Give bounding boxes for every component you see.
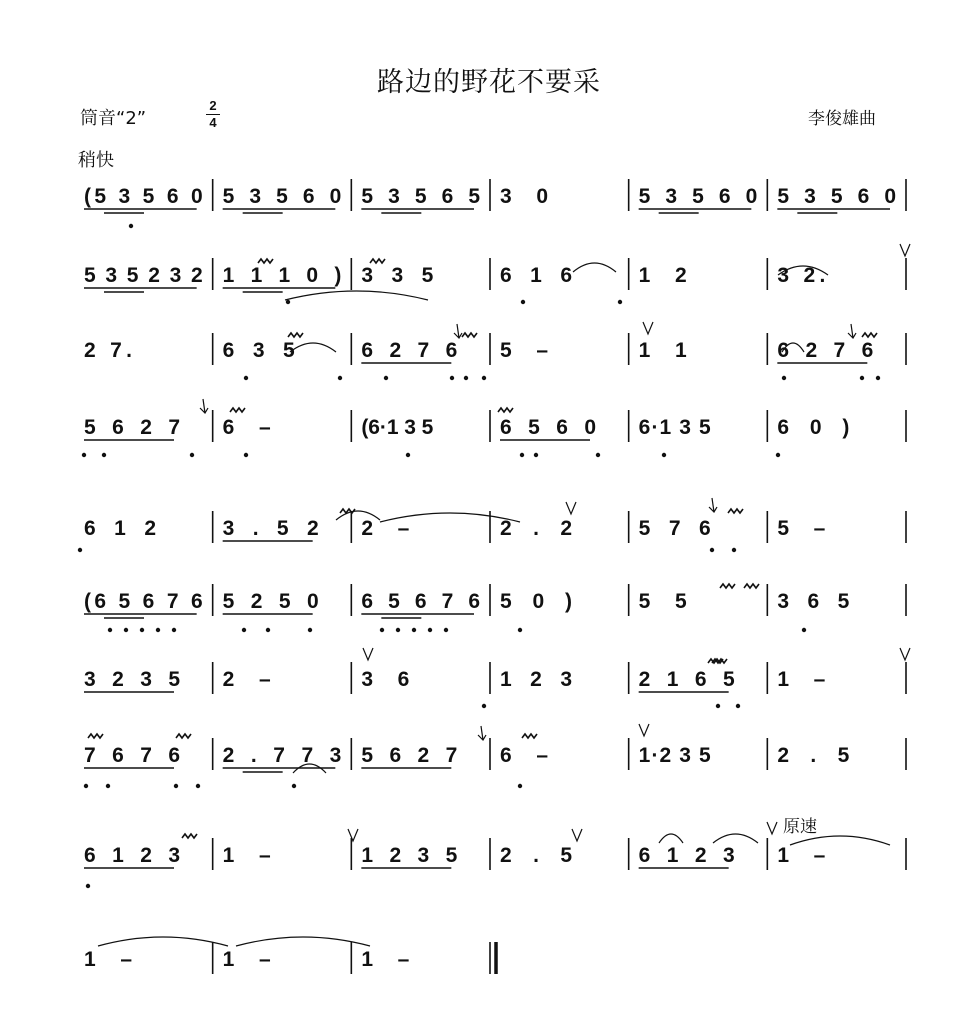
trill-icon: [176, 734, 191, 738]
measure: (5 3 5 6 0: [84, 185, 203, 208]
measure: 7 6 7 6: [84, 744, 180, 767]
measure: 5 3 5 2 3 2: [84, 264, 203, 287]
octave-dot: [444, 628, 448, 632]
measure: 1 –: [84, 948, 132, 971]
octave-dot: [618, 300, 622, 304]
octave-dot: [860, 376, 864, 380]
measure: 6 1 6: [500, 264, 572, 287]
trill-icon: [522, 734, 537, 738]
measure: 2 1 6 5: [638, 668, 735, 691]
score-title: 路边的野花不要采: [377, 67, 601, 98]
octave-dot: [428, 628, 432, 632]
octave-dot: [521, 300, 525, 304]
measure: 5 5: [638, 590, 687, 613]
slur-arc: [336, 511, 380, 520]
octave-dot: [172, 628, 176, 632]
octave-dot: [776, 453, 780, 457]
breath-mark-icon: [348, 829, 358, 841]
trill-icon: [258, 259, 273, 263]
octave-dot: [244, 376, 248, 380]
measure: 6 –: [500, 744, 548, 767]
measure: 5 7 6: [638, 517, 711, 540]
octave-dot: [78, 548, 82, 552]
measure: 2 . 5: [777, 744, 850, 767]
octave-dot: [596, 453, 600, 457]
octave-dot: [82, 453, 86, 457]
breath-mark-icon: [900, 648, 910, 660]
octave-dot: [84, 784, 88, 788]
trill-icon: [498, 408, 513, 412]
trill-icon: [462, 333, 477, 337]
measure: 3 2.: [777, 264, 826, 287]
octave-dot: [518, 784, 522, 788]
trill-icon: [720, 584, 735, 588]
octave-dot: [710, 548, 714, 552]
measure: 1 2 3: [500, 668, 572, 691]
octave-dot: [124, 628, 128, 632]
octave-dot: [244, 453, 248, 457]
measure: 1 2 3 5: [361, 844, 458, 867]
measure: 5 3 5 6 5: [361, 185, 480, 208]
time-signature-denominator: 4: [209, 115, 217, 130]
slur-arc: [713, 834, 758, 843]
measure: (6 5 6 7 6: [84, 590, 203, 613]
key-signature: 筒音“2”: [80, 108, 147, 129]
measure: 3 2 3 5: [84, 668, 180, 691]
trill-icon: [862, 333, 877, 337]
measure: 6 3 5: [222, 339, 295, 362]
octave-dot: [108, 628, 112, 632]
glide-arrow-icon: [454, 324, 462, 338]
trill-icon: [370, 259, 385, 263]
breath-mark-icon: [639, 724, 649, 736]
trill-icon: [288, 333, 303, 337]
measure: 1 –: [222, 844, 271, 867]
octave-dot: [716, 704, 720, 708]
measure: 5 3 5 6 0: [638, 185, 758, 208]
breath-mark-icon: [363, 648, 373, 660]
trill-icon: [728, 509, 743, 513]
slur-arc: [790, 836, 890, 845]
measure: 6 1 2: [84, 517, 156, 540]
measure: 1 –: [777, 668, 826, 691]
octave-dot: [876, 376, 880, 380]
measure: 3 . 5 2: [222, 517, 319, 540]
octave-dot: [86, 884, 90, 888]
slur-arc: [290, 343, 336, 352]
glide-arrow-icon: [848, 324, 856, 338]
measure: 5 3 5 6 0: [222, 185, 342, 208]
slur-arc: [236, 937, 370, 946]
measure: 2 –: [361, 517, 410, 540]
octave-dot: [380, 628, 384, 632]
glide-arrow-icon: [200, 399, 208, 413]
octave-dot: [482, 704, 486, 708]
octave-dot: [286, 300, 290, 304]
octave-dot: [450, 376, 454, 380]
measure: 2 . 7 7 3: [222, 744, 342, 767]
octave-dot: [196, 784, 200, 788]
measure: 5 6 2 7: [84, 416, 180, 439]
measure: 6 1 2 3: [84, 844, 180, 867]
octave-dot: [518, 628, 522, 632]
trill-icon: [88, 734, 103, 738]
measure: 6 1 2 3: [638, 844, 735, 867]
octave-dot: [782, 376, 786, 380]
octave-dot: [190, 453, 194, 457]
measure: 6·1 3 5: [638, 416, 711, 439]
measure: 5 –: [500, 339, 548, 362]
octave-dot: [292, 784, 296, 788]
breath-mark-icon: [900, 244, 910, 256]
octave-dot: [482, 376, 486, 380]
breath-mark-icon: [566, 502, 576, 514]
octave-dot: [534, 453, 538, 457]
trill-icon: [744, 584, 759, 588]
slur-arc: [573, 263, 616, 272]
octave-dot: [520, 453, 524, 457]
measure: 3 6 5: [777, 590, 850, 613]
measure: 2 . 2: [500, 517, 572, 540]
tempo-marking: 稍快: [78, 150, 114, 171]
octave-dot: [156, 628, 160, 632]
octave-dot: [338, 376, 342, 380]
octave-dot: [308, 628, 312, 632]
octave-dot: [140, 628, 144, 632]
slur-arc: [285, 291, 428, 300]
measure: 5 2 5 0: [222, 590, 319, 613]
measure: 5 6 2 7: [361, 744, 458, 767]
octave-dot: [242, 628, 246, 632]
breath-mark-icon: [767, 822, 777, 834]
measure: 1 –: [361, 948, 410, 971]
measure: 1 –: [222, 948, 271, 971]
measure: 3 3 5: [361, 264, 434, 287]
slur-arc: [659, 834, 683, 843]
measure: 6 5 6 0: [500, 416, 596, 439]
measure: 2 . 5: [500, 844, 572, 867]
breath-mark-icon: [643, 322, 653, 334]
tempo-return-marking: 原速: [783, 817, 817, 837]
octave-dot: [802, 628, 806, 632]
octave-dot: [736, 704, 740, 708]
measure: 3 6: [361, 668, 410, 691]
slur-arc: [98, 937, 228, 946]
octave-dot: [106, 784, 110, 788]
measure: 6 2 7 6: [777, 339, 874, 362]
trill-icon: [182, 834, 197, 838]
octave-dot: [412, 628, 416, 632]
measure: 3 0: [500, 185, 548, 208]
octave-dot: [662, 453, 666, 457]
measure: 1 –: [777, 844, 826, 867]
octave-dot: [396, 628, 400, 632]
measure: 6 5 6 7 6: [361, 590, 480, 613]
measure: 1 2: [638, 264, 687, 287]
measure: 5 0 ): [500, 590, 572, 613]
octave-dot: [406, 453, 410, 457]
measure: 5 3 5 6 0: [777, 185, 896, 208]
glide-arrow-icon: [478, 726, 486, 740]
measure: 2 7.: [84, 339, 132, 362]
measure: 1 1 1 0 ): [222, 264, 342, 287]
measure: (6·1 3 5: [361, 416, 434, 439]
composer-credit: 李俊雄曲: [808, 109, 876, 129]
glide-arrow-icon: [709, 498, 717, 512]
trill-icon: [230, 408, 245, 412]
octave-dot: [174, 784, 178, 788]
octave-dot: [384, 376, 388, 380]
measure: 6 2 7 6: [361, 339, 458, 362]
octave-dot: [732, 548, 736, 552]
measure: 1 1: [638, 339, 687, 362]
measure: 6 –: [222, 416, 271, 439]
measure: 2 –: [222, 668, 271, 691]
octave-dot: [129, 224, 133, 228]
octave-dot: [266, 628, 270, 632]
octave-dot: [102, 453, 106, 457]
octave-dot: [464, 376, 468, 380]
time-signature-numerator: 2: [209, 98, 217, 113]
breath-mark-icon: [572, 829, 582, 841]
measure: 6 0 ): [777, 416, 850, 439]
measure: 1·2 3 5: [638, 744, 711, 767]
measure: 5 –: [777, 517, 826, 540]
